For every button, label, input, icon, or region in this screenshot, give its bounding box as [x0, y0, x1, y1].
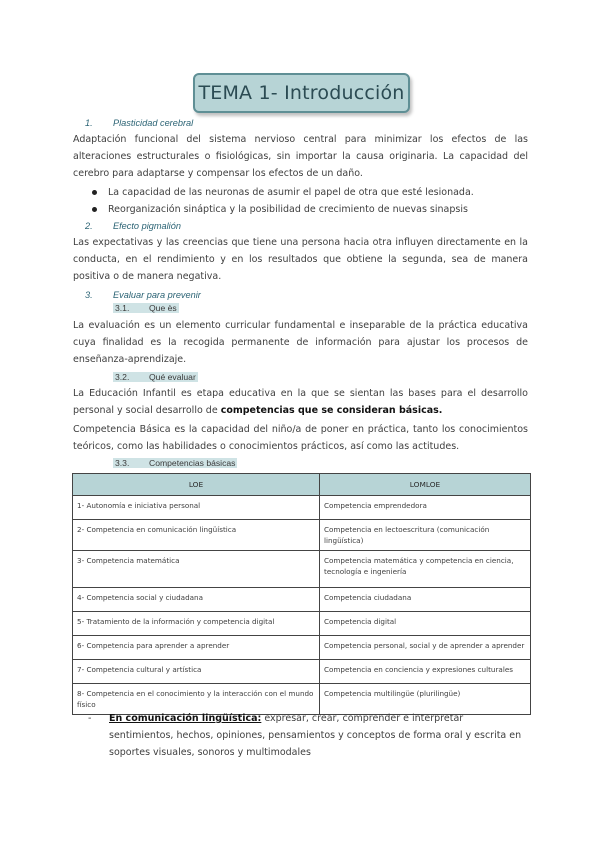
table-cell-loe: 5- Tratamiento de la información y competencia digital [73, 612, 320, 636]
section-number: 2. [85, 221, 93, 231]
table-cell-loe: 7- Competencia cultural y artística [73, 660, 320, 684]
subsection-heading-3-1 [113, 303, 179, 313]
bullet-item: Reorganización sináptica y la posibilidad de crecimiento de nuevas sinapsis [92, 201, 532, 218]
table-cell-loe: 1- Autonomía e iniciativa personal [73, 496, 320, 520]
table-cell-loe: 8- Competencia en el conocimiento y la interacción con el mundo físico [73, 684, 320, 715]
table-cell-lomloe: Competencia ciudadana [320, 588, 531, 612]
subsection-number: 3.1. [115, 303, 130, 313]
table-cell-loe: 3- Competencia matemática [73, 551, 320, 588]
table-cell-lomloe: Competencia en lectoescritura (comunicación lingüística) [320, 520, 531, 551]
table-cell-loe: 2- Competencia en comunicación lingüística [73, 520, 320, 551]
subsection-number: 3.3. [115, 458, 130, 468]
column-header-lomloe: LOMLOE [320, 474, 531, 496]
competencia-paragraph: Competencia Básica es la capacidad del niño/a de poner en práctica, tanto los conocimientos teóricos, como las habilidades o conocimientos prácticos, así como las actitudes. [73, 424, 528, 452]
subsection-heading-3-3 [113, 458, 237, 468]
table-row [73, 551, 531, 588]
table-cell-lomloe: Competencia en conciencia y expresiones culturales [320, 660, 531, 684]
dash-item-text: expresar, crear, comprender e interpretar sentimientos, hechos, opiniones, pensamientos y conceptos de forma oral y escrita en soportes visuales, sonoros y multimodales [109, 713, 522, 758]
table-cell-loe: 6- Competencia para aprender a aprender [73, 636, 320, 660]
subsection-title: Que ès [149, 303, 177, 313]
table-cell-lomloe: Competencia emprendedora [320, 496, 531, 520]
section-heading-1 [85, 118, 193, 128]
table-row [73, 520, 531, 551]
section-number: 1. [85, 118, 93, 128]
que-evaluar-paragraph [73, 385, 528, 419]
subsection-number: 3.2. [115, 372, 130, 382]
subsection-title: Competencias básicas [149, 458, 236, 468]
dash-marker: - [88, 713, 92, 724]
table-row [73, 612, 531, 636]
section-title: Plasticidad cerebral [113, 118, 194, 128]
table-row [73, 496, 531, 520]
table-row [73, 588, 531, 612]
table-cell-lomloe: Competencia personal, social y de aprender a aprender [320, 636, 531, 660]
competencias-table [72, 473, 531, 715]
subsection-title: Qué evaluar [149, 372, 196, 382]
table-cell-lomloe: Competencia matemática y competencia en ciencia, tecnología e ingeniería [320, 551, 531, 588]
que-evaluar-text: La Educación Infantil es etapa educativa en la que se sientan las bases para el desarrollo personal y social desarrollo de [73, 388, 528, 416]
que-evaluar-bold-text: competencias que se consideran básicas. [220, 405, 443, 416]
table-cell-lomloe: Competencia digital [320, 612, 531, 636]
bullet-list [92, 184, 532, 218]
column-header-loe: LOE [73, 474, 320, 496]
plasticidad-paragraph: Adaptación funcional del sistema nervioso central para minimizar los efectos de las alteraciones estructurales o fisiológicas, sin importar la causa originaria. La capacidad del cerebro para adaptarse y compensar los efectos de un daño. [73, 134, 528, 179]
section-heading-2 [85, 221, 181, 231]
table-cell-loe: 4- Competencia social y ciudadana [73, 588, 320, 612]
section-number: 3. [85, 290, 93, 300]
dash-item-label: En comunicación lingüística: [109, 713, 262, 724]
section-title: Efecto pigmalión [113, 221, 181, 231]
table-row [73, 660, 531, 684]
subsection-heading-3-2 [113, 372, 198, 382]
table-row [73, 636, 531, 660]
dash-list-item [88, 710, 528, 761]
page-title: TEMA 1- Introducción [193, 73, 410, 113]
table-header-row [73, 474, 531, 496]
que-es-paragraph: La evaluación es un elemento curricular fundamental e inseparable de la práctica educativa cuya finalidad es la recogida permanente de información para ajustar los procesos de enseñanza-aprendizaje. [73, 320, 528, 365]
section-title: Evaluar para prevenir [113, 290, 201, 300]
bullet-item: La capacidad de las neuronas de asumir el papel de otra que esté lesionada. [92, 184, 532, 201]
table-cell-lomloe: Competencia multilingüe (plurilingüe) [320, 684, 531, 715]
section-heading-3 [85, 290, 201, 300]
pigmalion-paragraph: Las expectativas y las creencias que tiene una persona hacia otra influyen directamente en la conducta, en el rendimiento y en los resultados que obtiene la segunda, sea de manera positiva o de manera negativa. [73, 237, 528, 282]
